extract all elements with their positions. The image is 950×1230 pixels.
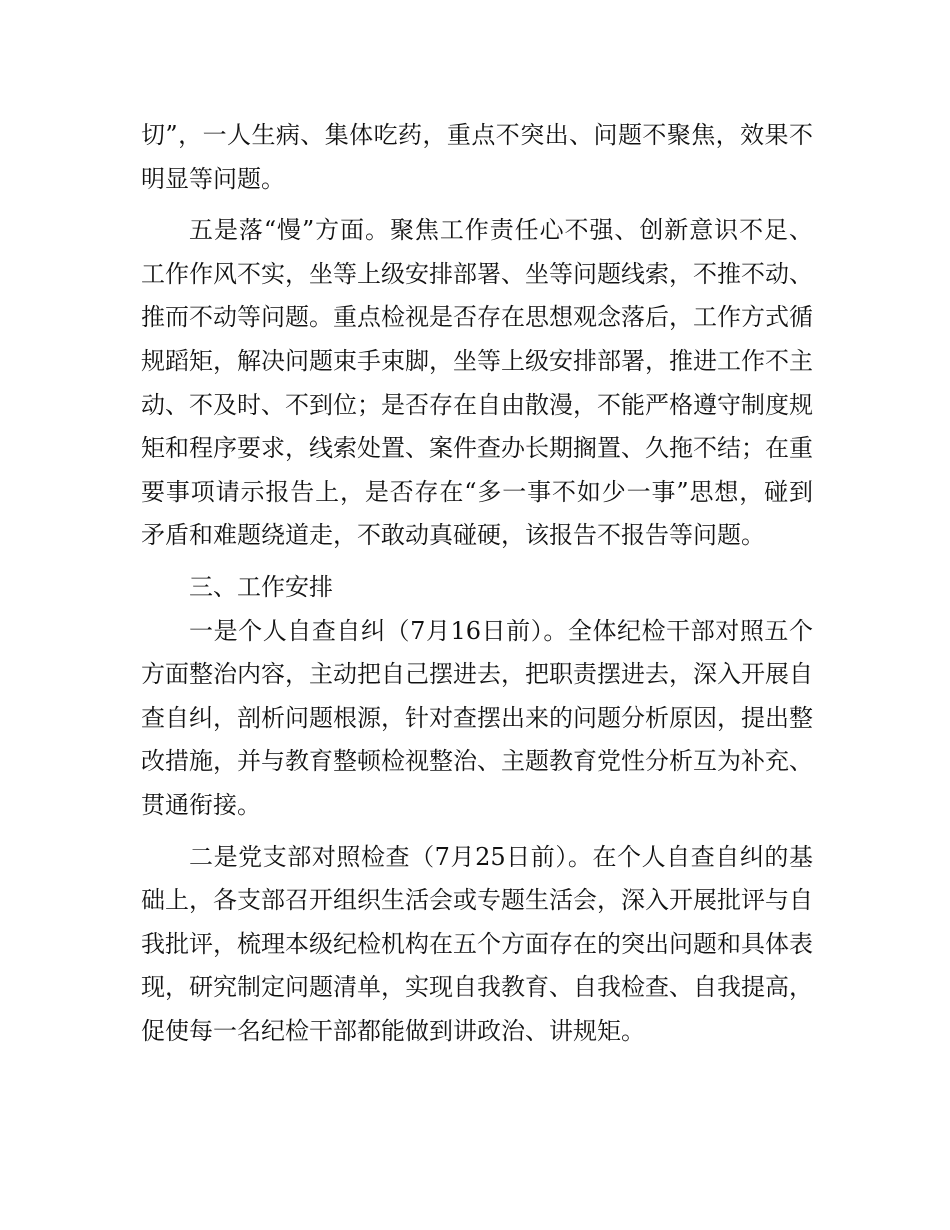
paragraph-fifth-aspect: 五是落“慢”方面。聚焦工作责任心不强、创新意识不足、工作作风不实，坐等上级安排部署、坐等问题线索，不推不动、推而不动等问题。重点检视是否存在思想观念落后，工作方式循规蹈矩，解决问题束手束脚，坐等上级安排部署，推进工作不主动、不及时、不到位；是否存在自由散漫，不能严格遵守制度规矩和程序要求，线索处置、案件查办长期搁置、久拖不结；在重要事项请示报告上，是否存在“多一事不如少一事”思想，碰到矛盾和难题绕道走，不敢动真碰硬，该报告不报告等问题。 bbox=[141, 216, 813, 550]
paragraph-branch-inspection: 二是党支部对照检查（7月25日前）。在个人自查自纠的基础上，各支部召开组织生活会或专题生活会，深入开展批评与自我批评，梳理本级纪检机构在五个方面存在的突出问题和具体表现，研究制定问题清单，实现自我教育、自我检查、自我提高，促使每一名纪检干部都能做到讲政治、讲规矩。 bbox=[141, 842, 813, 1045]
paragraph-continuation: 切”，一人生病、集体吃药，重点不突出、问题不聚焦，效果不明显等问题。 bbox=[141, 121, 813, 193]
section-heading-work-arrangement: 三、工作安排 bbox=[189, 572, 333, 601]
document-body bbox=[141, 114, 813, 1061]
paragraph-self-inspection: 一是个人自查自纠（7月16日前）。全体纪检干部对照五个方面整治内容，主动把自己摆进去，把职责摆进去，深入开展自查自纠，剖析问题根源，针对查摆出来的问题分析原因，提出整改措施，并与教育整顿检视整治、主题教育党性分析互为补充、贯通衔接。 bbox=[141, 616, 813, 819]
